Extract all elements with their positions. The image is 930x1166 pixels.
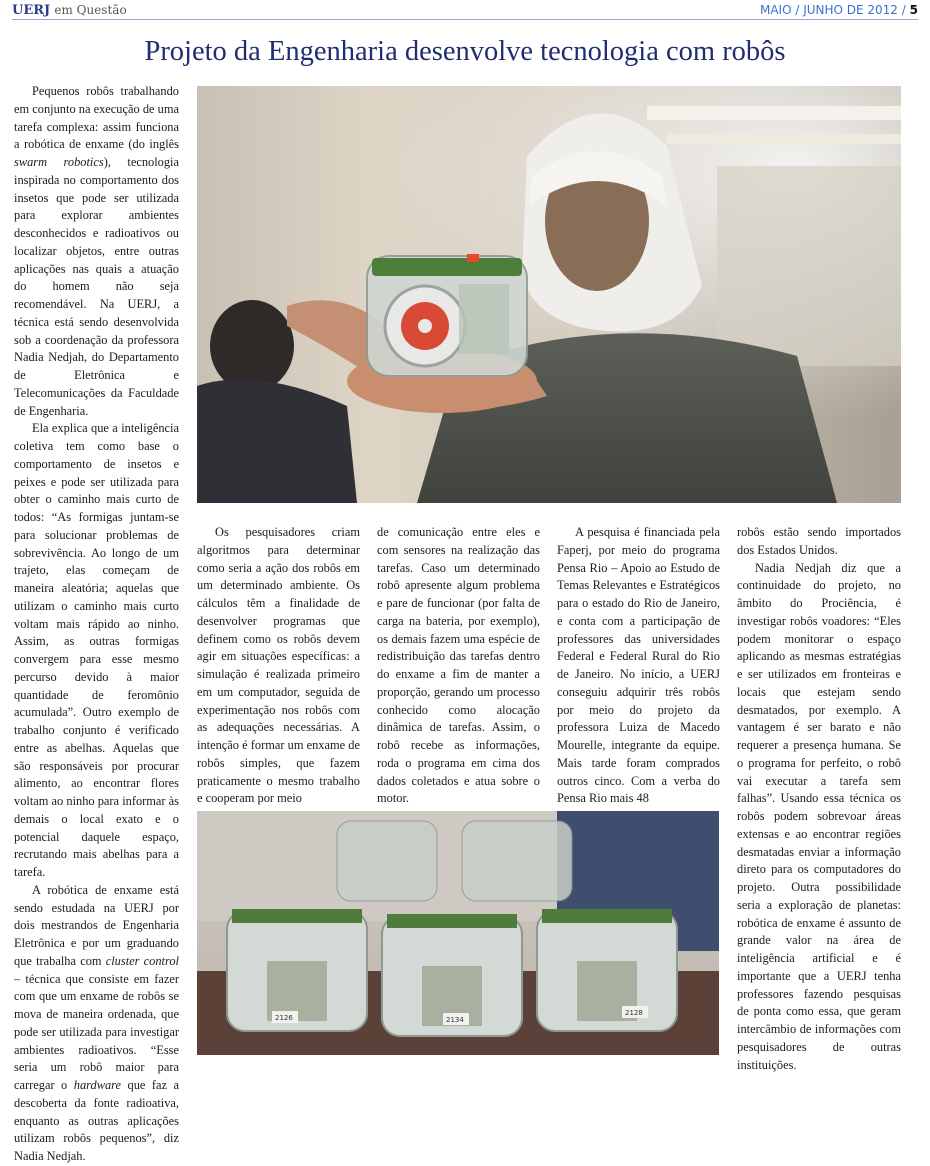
paragraph: Pequenos robôs trabalhando em conjunto na execução de uma tarefa complexa: assim funciona a robótica de enxame (do inglês swarm robotics), tecnologia inspirada no comportamento dos insetos que pode ser utilizada para explorar ambientes desconhecidos e radioativos ou localizar objetos, entre outras aplicações nas quais a atuação do homem não seja recomendável. Na UERJ, a técnica está sendo desenvolvida sob a coordenação da professora Nadia Nedjah, do Departamento de Eletrônica e Telecomunicações da Faculdade de Engenharia. (14, 84, 179, 418)
article-column-2 (197, 524, 360, 808)
brand-suffix: em Questão (54, 3, 127, 17)
article-title: Projeto da Engenharia desenvolve tecnologia com robôs (144, 36, 786, 67)
issue-date (760, 3, 918, 17)
paragraph: Os pesquisadores criam algoritmos para determinar como seria a ação dos robôs em um determinado ambiente. Os cálculos têm a finalidade de desenvolver programas que definem como os robôs devem agir em situações específicas: a simulação é realizada primeiro em um computador, seguida de experimentação nos robôs com as adequações necessárias. A intenção é formar um enxame de robôs simples, que fazem praticamente o mesmo trabalho e cooperam por meio (197, 525, 360, 806)
page-header (12, 2, 918, 20)
paragraph: robôs estão sendo importados dos Estados Unidos. (737, 525, 901, 557)
robot-tag-3: 2128 (625, 1009, 643, 1017)
article-column-5 (737, 524, 901, 1074)
brand-name: UERJ (12, 3, 51, 18)
article-column-3 (377, 524, 540, 808)
paragraph: A pesquisa é financiada pela Faperj, por meio do programa Pensa Rio – Apoio ao Estudo de Temas Relevantes e Estratégicos para o estado do Rio de Janeiro, e conta com a participação de professores das universidades Federal e Federal Rural do Rio de Janeiro. No início, a UERJ conseguiu adquirir três robôs por meio do projeto da professora Luiza de Macedo Mourelle, integrante da equipe. Mais tarde foram comprados outros cinco. Com a verba do Pensa Rio mais 48 (557, 525, 720, 806)
publication-name (12, 3, 127, 18)
article-column-1 (14, 83, 179, 1166)
robot-tag-2: 2134 (446, 1016, 464, 1024)
paragraph: Nadia Nedjah diz que a continuidade do projeto, no âmbito do Prociência, é investigar robôs voadores: “Eles podem monitorar o espaço aplicando as mesmas estratégias e ser utilizados em fronteiras e locais que estejam sendo desmatados, por exemplo. A vantagem é ser barato e não requerer a presença humana. Se o programa for perfeito, o robô vai executar a tarefa sem falhas”. Usando essa técnica os robôs podem sobrevoar áreas extensas e ao encontrar regiões desmatadas enviar a informação direto para os computadores do projeto. Outra possibilidade seria a exploração de planetas: robótica de enxame é assunto de grande valor na área de inteligência artificial e é importante que a UERJ tenha professores fazendo pesquisas de ponta como essa, que geram intercâmbio de informações com pesquisadores de outras instituições. (737, 560, 901, 1072)
paragraph: A robótica de enxame está sendo estudada na UERJ por dois mestrandos de Engenharia Eletrônica e por um graduando que trabalha com cluster control – técnica que consiste em fazer com que um enxame de robôs se mova de maneira ordenada, que pode ser utilizada para investigar ambientes radioativos. “Esse seria um robô maior para carregar o hardware que faz a descoberta da fonte radioativa, enquanto as outras aplicações utilizam robôs pequenos”, diz Nadia Nedjah. (14, 882, 180, 1163)
header-rule (12, 19, 918, 20)
article-column-4 (557, 524, 720, 808)
robot-tag-1: 2126 (275, 1014, 293, 1022)
page-number: 5 (909, 3, 918, 17)
photo-robot-swarm (197, 811, 719, 1055)
paragraph: de comunicação entre eles e com sensores na realização das tarefas. Caso um determinado robô apresente algum problema e pare de funcionar (por falta de carga na bateria, por exemplo), os demais fazem uma espécie de redistribuição das tarefas dentro do enxame a fim de manter a proporção, gerando um processo conhecido como alocação dinâmica de tarefas. Assim, o robô recebe as informações, roda o programa em cima dos dados coletados e atua sobre o motor. (377, 525, 540, 806)
photo-robot-swarm-drawing (197, 811, 719, 1055)
photo-woman-holding-robot-drawing (197, 86, 901, 503)
paragraph: Ela explica que a inteligência coletiva tem como base o comportamento de insetos e peixes e pode ser utilizada para obter o caminho mais curto de todos: “As formigas juntam-se para solucionar problemas de sobrevivência. Ao longo de um trajeto, elas começam de maneira aleatória; aquelas que utilizam o caminho mais curto voltam mais rápido ao ninho. Assim, as outras formigas convergem para esse mesmo percurso devido à maior quantidade de feromônio acumulada”. Outro exemplo de trabalho conjunto é verificado entre as abelhas. Aquelas que são responsáveis por procurar alimento, ao encontrar flores voltam ao ninho para informar às demais o local exato e o potencial daquele espaço, recrutando mais abelhas para a tarefa. (14, 421, 179, 879)
photo-woman-holding-robot (197, 86, 901, 503)
issue-date-text: MAIO / JUNHO DE 2012 / (759, 3, 906, 17)
